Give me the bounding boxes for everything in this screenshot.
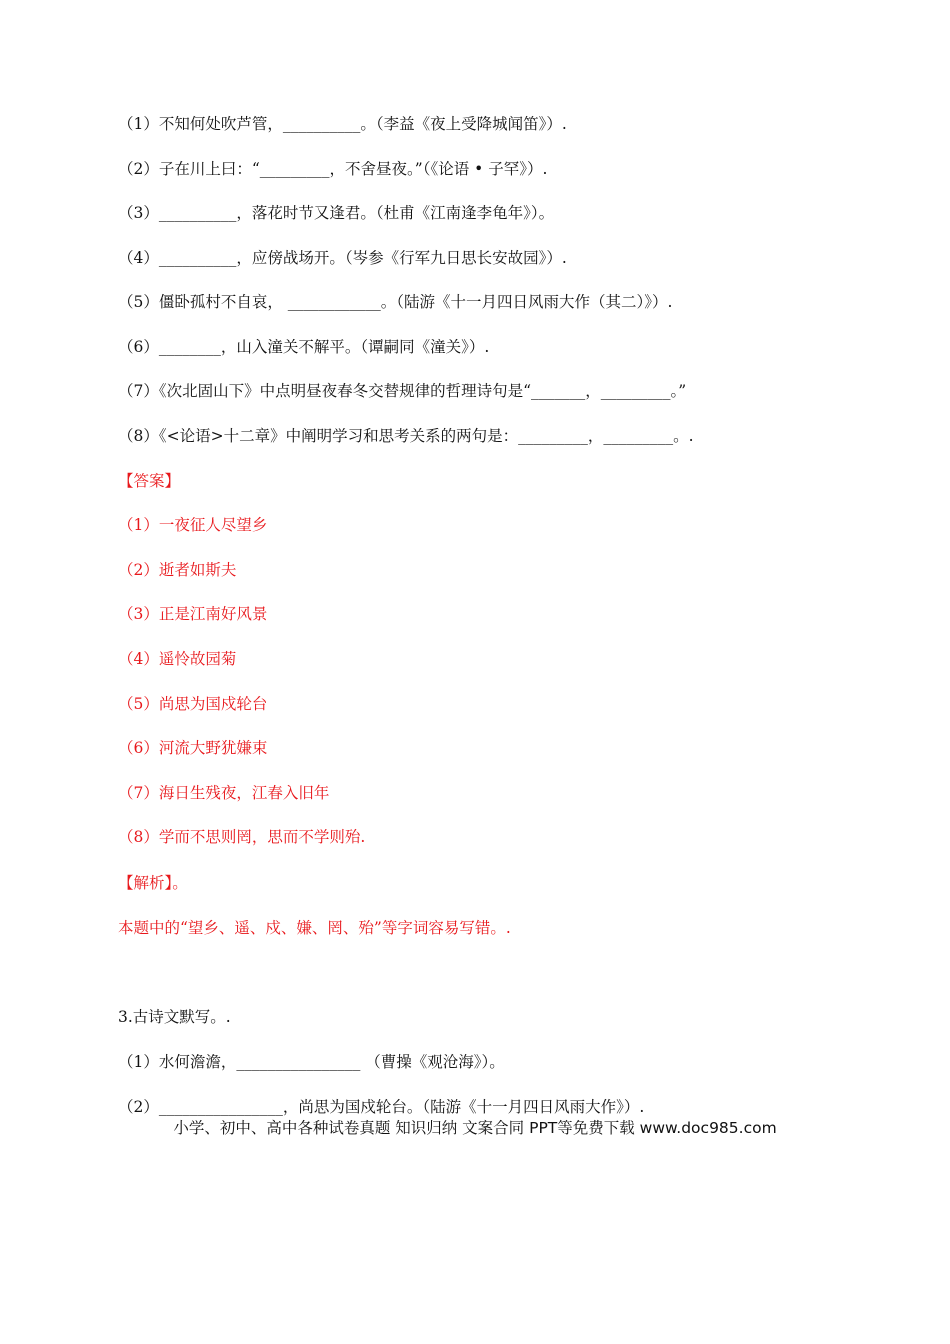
answer-4: （4）遥怜故园菊 [118, 650, 237, 668]
answer-5: （5）尚思为国戍轮台 [118, 695, 268, 713]
question-4: （4）__________，应傍战场开。（岑参《行军九日思长安故园》）. [118, 249, 567, 267]
question-1: （1）不知何处吹芦管，__________。（李益《夜上受降城闻笛》）. [118, 115, 567, 133]
section-3-item-2: （2）________________，尚思为国戍轮台。（陆游《十一月四日风雨大作》）. [118, 1098, 645, 1116]
answer-6: （6）河流大野犹嫌束 [118, 739, 268, 757]
question-7: （7）《次北固山下》中点明昼夜春冬交替规律的哲理诗句是“_______，_________。” [118, 382, 687, 400]
footer-watermark: 小学、初中、高中各种试卷真题 知识归纳 文案合同 PPT等免费下载 www.doc985.com [173, 1119, 777, 1137]
analysis-text: 本题中的“望乡、遥、戍、嫌、罔、殆”等字词容易写错。. [118, 919, 511, 937]
answer-8: （8）学而不思则罔，思而不学则殆. [118, 828, 366, 846]
section-3-item-1: （1）水何澹澹，________________ （曹操《观沧海》）。 [118, 1053, 505, 1071]
answer-heading: 【答案】 [118, 472, 181, 490]
question-3: （3）__________，落花时节又逢君。（杜甫《江南逢李龟年》）。 [118, 204, 555, 222]
question-2: （2）子在川上曰：“_________，不舍昼夜。”（《论语 • 子罕》）. [118, 160, 548, 178]
section-3-title: 3.古诗文默写。. [118, 1008, 231, 1026]
answer-1: （1）一夜征人尽望乡 [118, 516, 268, 534]
analysis-heading: 【解析】。 [118, 874, 188, 892]
question-5: （5）僵卧孤村不自哀， ____________。（陆游《十一月四日风雨大作（其二）》）. [118, 293, 673, 311]
question-6: （6）________，山入潼关不解平。（谭嗣同《潼关》）. [118, 338, 490, 356]
answer-2: （2）逝者如斯夫 [118, 561, 237, 579]
answer-3: （3）正是江南好风景 [118, 605, 268, 623]
answer-7: （7）海日生残夜，江春入旧年 [118, 784, 330, 802]
question-8: （8）《<论语>十二章》中阐明学习和思考关系的两句是：_________，_________。. [118, 427, 694, 445]
